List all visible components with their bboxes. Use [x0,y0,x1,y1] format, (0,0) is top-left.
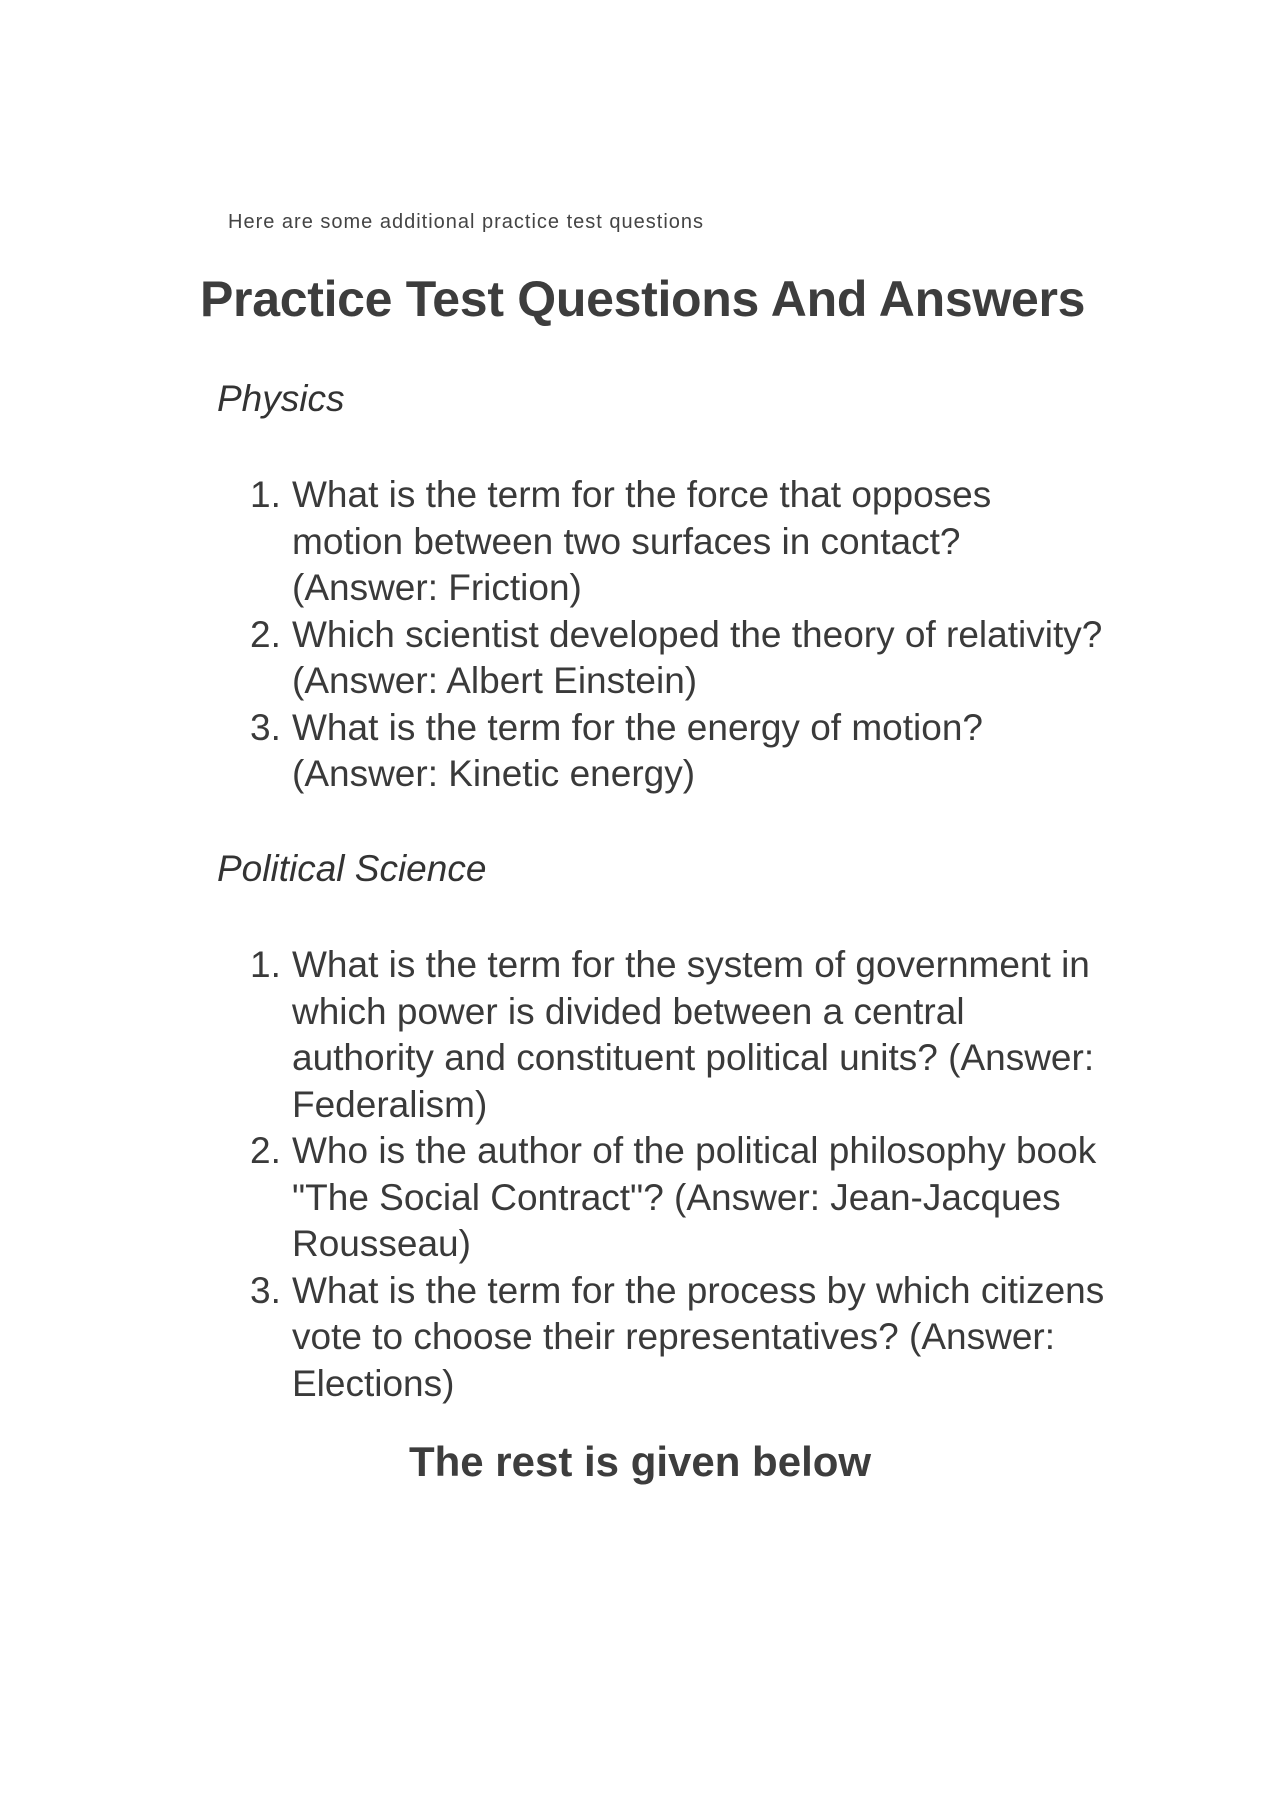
question-text: What is the term for the force that opposes motion between two surfaces in contact? (Answer: Friction) [292,474,992,608]
question-text: What is the term for the energy of motion? (Answer: Kinetic energy) [292,706,983,794]
list-item [250,942,1110,1128]
political-science-question-list [250,942,1110,1407]
question-number: 2. [250,1130,281,1171]
page-title: Practice Test Questions And Answers [200,271,1086,327]
cut-off-text: Here are some additional practice test questions [228,211,705,233]
section-heading-physics: Physics [217,378,345,419]
question-number: 1. [250,944,281,985]
question-text: Which scientist developed the theory of relativity? (Answer: Albert Einstein) [292,613,1103,701]
question-text: Who is the author of the political philosophy book "The Social Contract"? (Answer: Jean-Jacques Rousseau) [292,1130,1097,1264]
question-number: 1. [250,474,281,515]
list-item [250,612,1110,705]
question-text: What is the term for the system of government in which power is divided between a central authority and constituent political units? (Answer: Federalism) [292,944,1095,1125]
physics-question-list [250,472,1110,798]
question-text: What is the term for the process by which citizens vote to choose their representatives? (Answer: Elections) [292,1269,1105,1404]
cut-off-text-line [228,211,1066,233]
question-number: 2. [250,613,281,655]
list-item [250,705,1110,798]
question-number: 3. [250,1269,281,1311]
list-item [250,1128,1110,1268]
question-number: 3. [250,706,281,748]
list-item [250,472,1110,612]
closing-note: The rest is given below [408,1438,872,1485]
section-heading-political-science: Political Science [217,848,487,889]
list-item [250,1268,1110,1408]
